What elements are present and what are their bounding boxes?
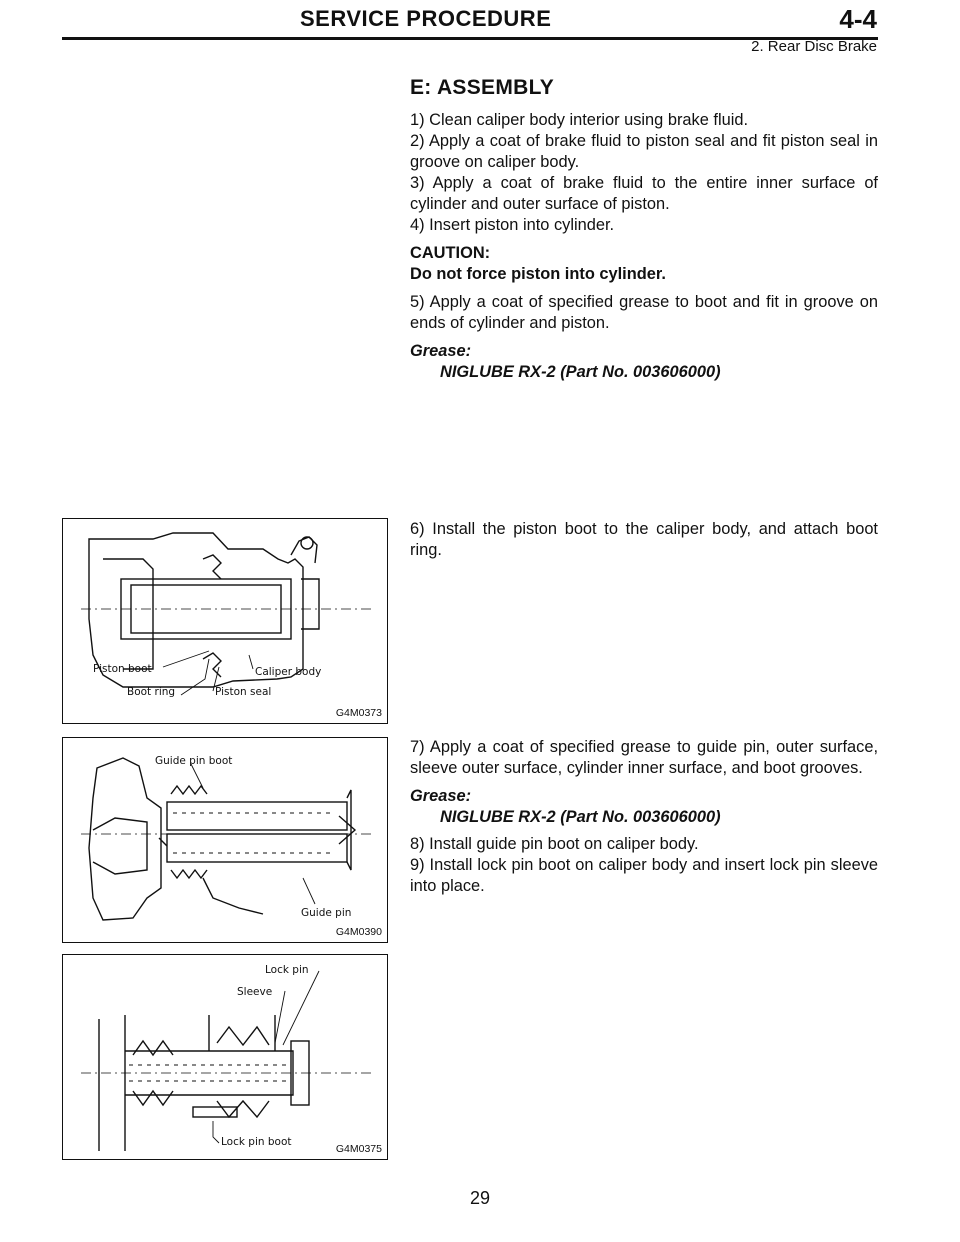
header-title: SERVICE PROCEDURE xyxy=(300,6,552,31)
label-sleeve: Sleeve xyxy=(237,986,273,998)
grease-label-2: Grease: xyxy=(410,787,472,805)
figure-piston-boot xyxy=(62,518,388,724)
figure-code: G4M0373 xyxy=(335,707,382,719)
label-lock-pin-boot: Lock pin boot xyxy=(221,1136,292,1148)
label-guide-pin-boot: Guide pin boot xyxy=(155,755,233,767)
label-piston-boot: Piston boot xyxy=(93,663,152,675)
header-subtitle: 2. Rear Disc Brake xyxy=(751,38,877,55)
label-piston-seal: Piston seal xyxy=(215,686,272,698)
step-1: 1) Clean caliper body interior using brake fluid. xyxy=(410,111,749,129)
section-heading: E: ASSEMBLY xyxy=(410,76,555,99)
step-8: 8) Install guide pin boot on caliper body. xyxy=(410,835,699,853)
figure-code: G4M0390 xyxy=(335,926,382,938)
page-header xyxy=(300,4,877,38)
grease-value-1: NIGLUBE RX-2 (Part No. 003606000) xyxy=(440,363,721,381)
lock-pin-diagram xyxy=(63,955,387,1159)
caliper-diagram xyxy=(63,519,387,723)
figure-code: G4M0375 xyxy=(335,1143,382,1155)
section-number: 4-4 xyxy=(839,4,877,34)
steps-block-1 xyxy=(410,110,878,383)
figure-guide-pin xyxy=(62,737,388,943)
grease-label-1: Grease: xyxy=(410,342,472,360)
step-4: 4) Insert piston into cylinder. xyxy=(410,216,615,234)
step-7: 7) Apply a coat of specified grease to guide pin, outer surface, sleeve outer surface, cylinder inner surface, and boot grooves. xyxy=(410,738,878,777)
label-caliper-body: Caliper body xyxy=(255,666,322,678)
label-guide-pin: Guide pin xyxy=(301,907,352,919)
caution-label: CAUTION: xyxy=(410,244,491,262)
step-2: 2) Apply a coat of brake fluid to piston seal and fit piston seal in groove on caliper body. xyxy=(410,132,878,171)
steps-block-2 xyxy=(410,519,878,561)
caution-text: Do not force piston into cylinder. xyxy=(410,265,666,283)
guide-pin-diagram xyxy=(63,738,387,942)
step-3: 3) Apply a coat of brake fluid to the entire inner surface of cylinder and outer surface of piston. xyxy=(410,174,878,213)
step-6: 6) Install the piston boot to the caliper body, and attach boot ring. xyxy=(410,520,878,559)
figure-lock-pin xyxy=(62,954,388,1160)
step-5: 5) Apply a coat of specified grease to boot and fit in groove on ends of cylinder and piston. xyxy=(410,293,878,332)
step-9: 9) Install lock pin boot on caliper body and insert lock pin sleeve into place. xyxy=(410,856,878,895)
page-number: 29 xyxy=(469,1188,491,1208)
steps-block-3 xyxy=(410,737,878,897)
label-lock-pin: Lock pin xyxy=(265,964,309,976)
label-boot-ring: Boot ring xyxy=(127,686,176,698)
grease-value-2: NIGLUBE RX-2 (Part No. 003606000) xyxy=(440,808,721,826)
